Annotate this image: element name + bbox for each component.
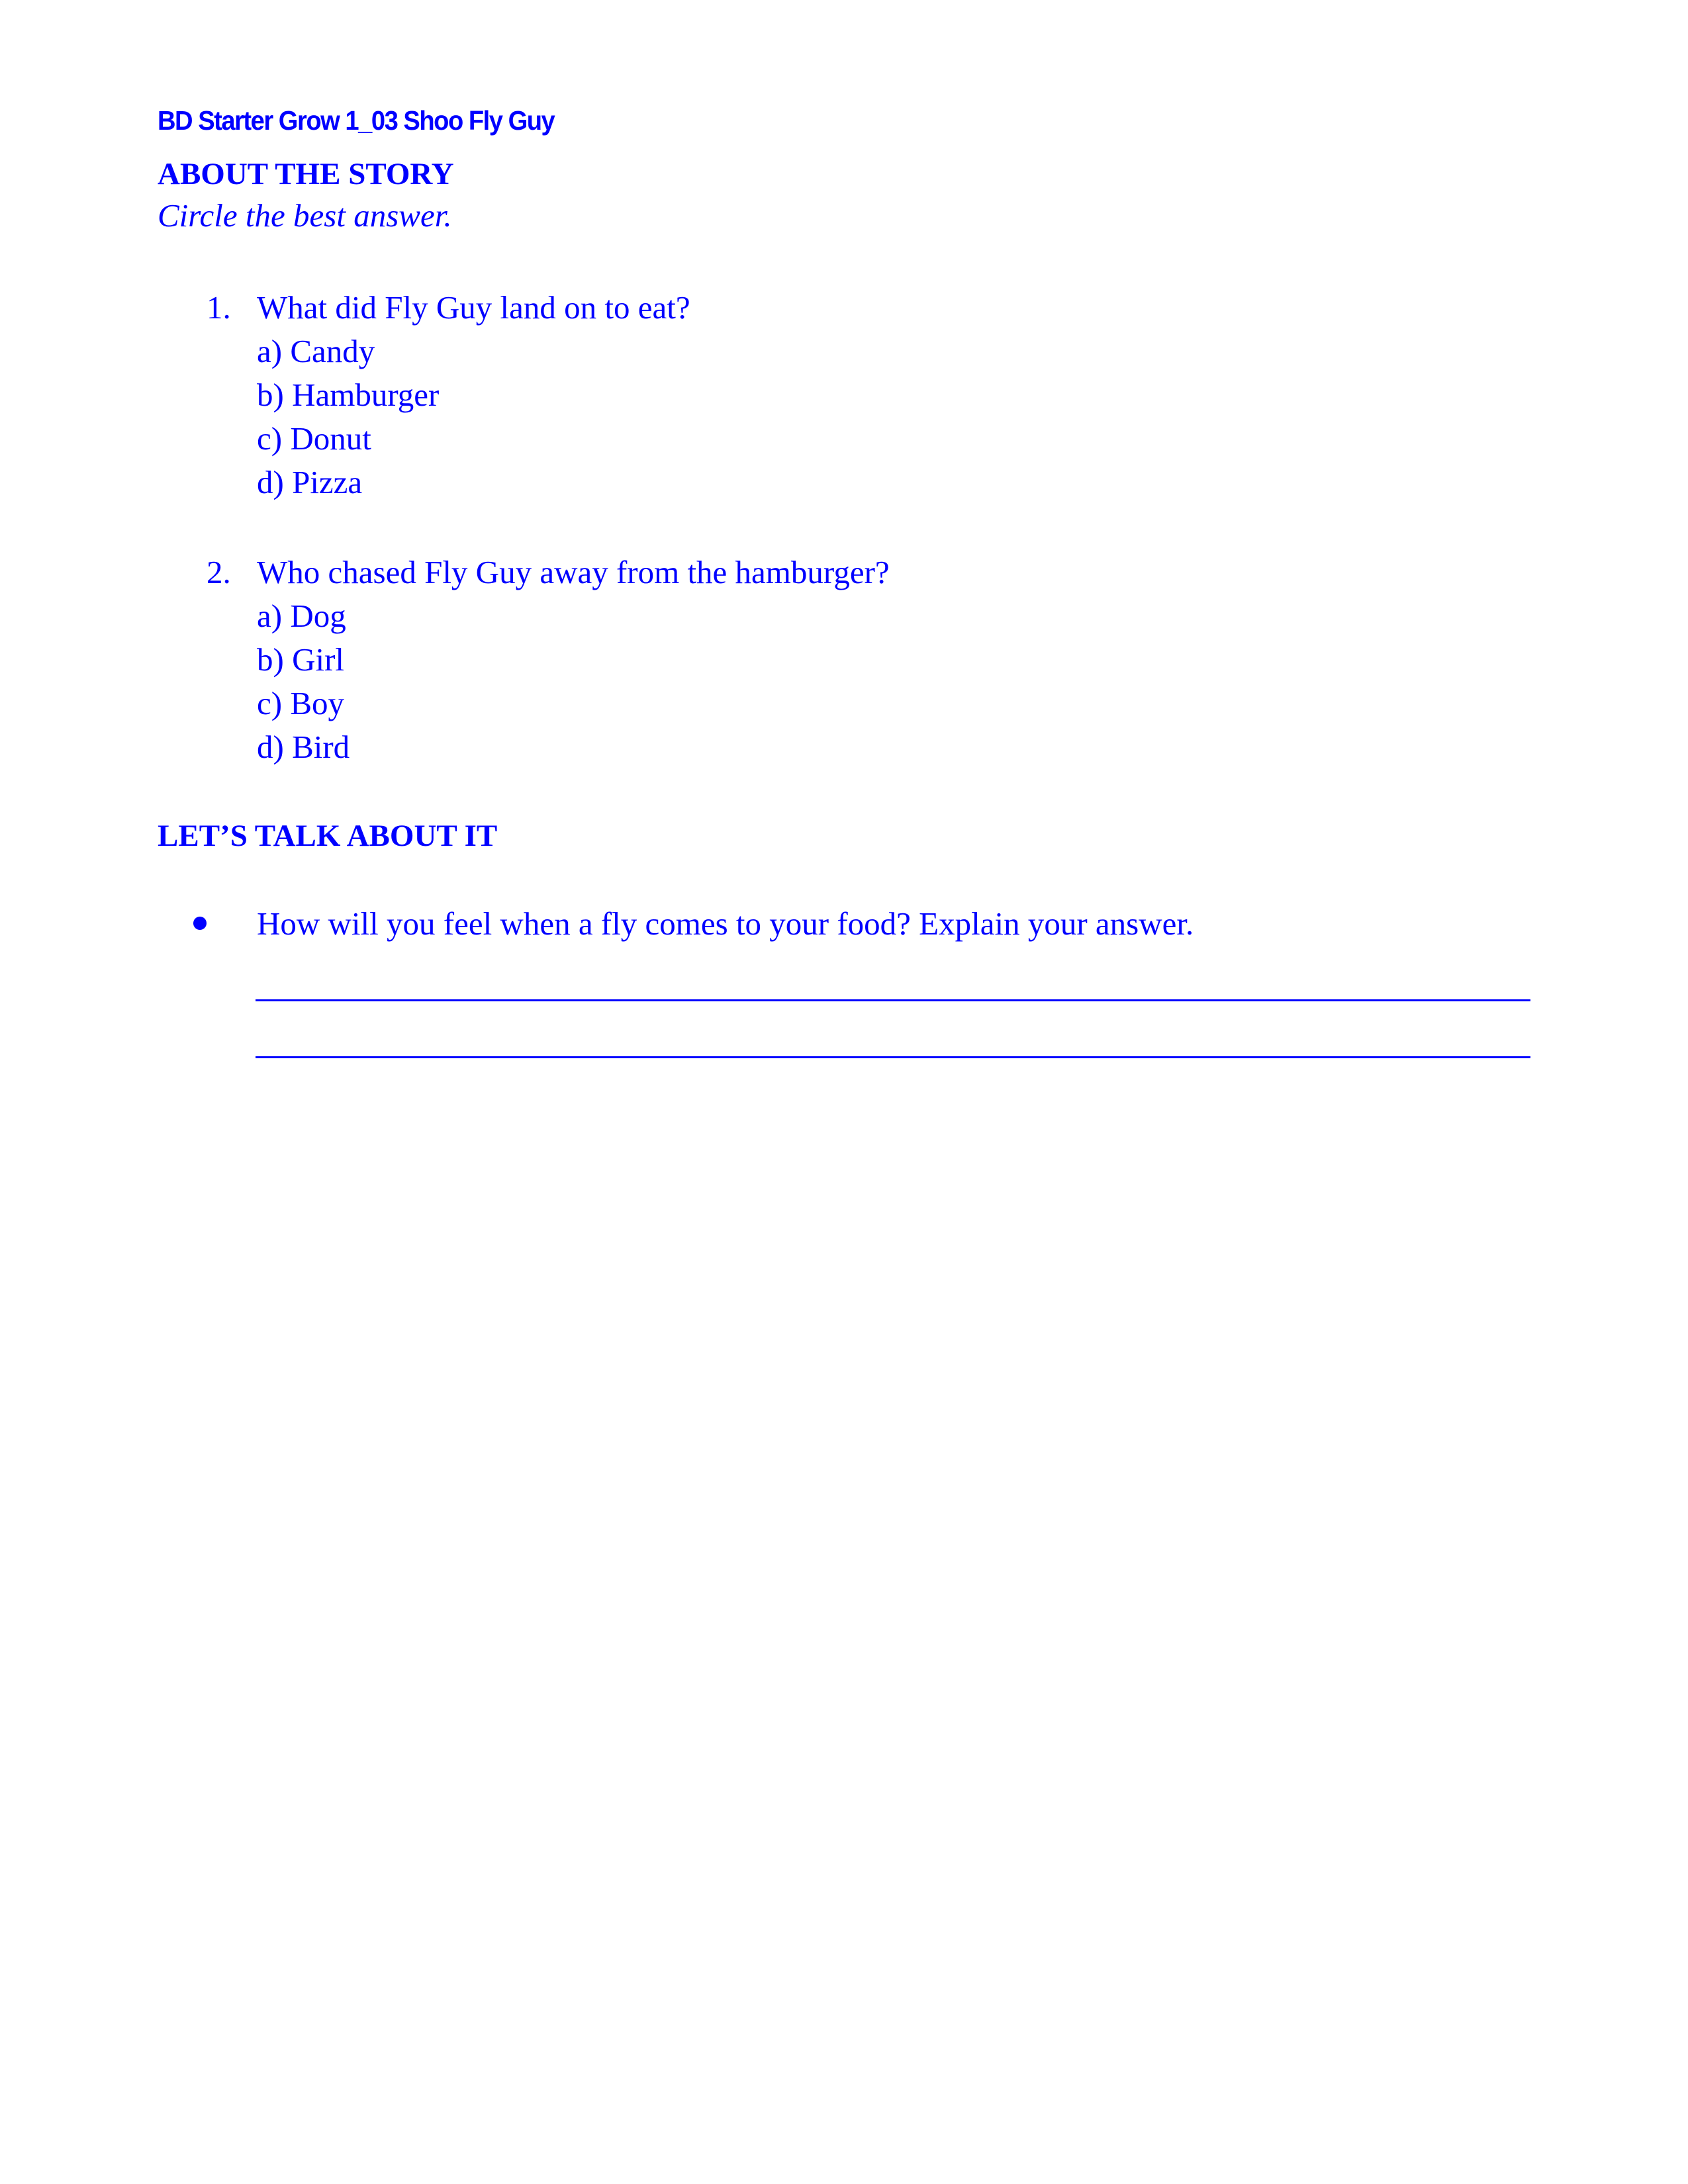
option-a[interactable]: a) Dog (257, 598, 346, 634)
option-b[interactable]: b) Girl (257, 641, 344, 678)
answer-line-2[interactable] (256, 1056, 1530, 1058)
option-c[interactable]: c) Donut (257, 420, 371, 457)
option-d[interactable]: d) Bird (257, 729, 350, 765)
option-d[interactable]: d) Pizza (257, 464, 363, 500)
question-text: Who chased Fly Guy away from the hamburger? (257, 554, 890, 590)
instruction-text: Circle the best answer. (158, 197, 452, 234)
section-heading-about-the-story: ABOUT THE STORY (158, 157, 454, 191)
option-a[interactable]: a) Candy (257, 333, 375, 369)
section-heading-lets-talk: LET’S TALK ABOUT IT (158, 819, 498, 853)
question-number: 2. (207, 554, 231, 590)
question-number: 1. (207, 289, 231, 326)
bullet-dot-icon (193, 917, 207, 930)
answer-line-1[interactable] (256, 999, 1530, 1001)
document-title: BD Starter Grow 1_03 Shoo Fly Guy (158, 105, 555, 136)
discussion-prompt: How will you feel when a fly comes to your food? Explain your answer. (257, 905, 1194, 942)
question-text: What did Fly Guy land on to eat? (257, 289, 690, 326)
option-c[interactable]: c) Boy (257, 685, 344, 721)
option-b[interactable]: b) Hamburger (257, 377, 440, 413)
